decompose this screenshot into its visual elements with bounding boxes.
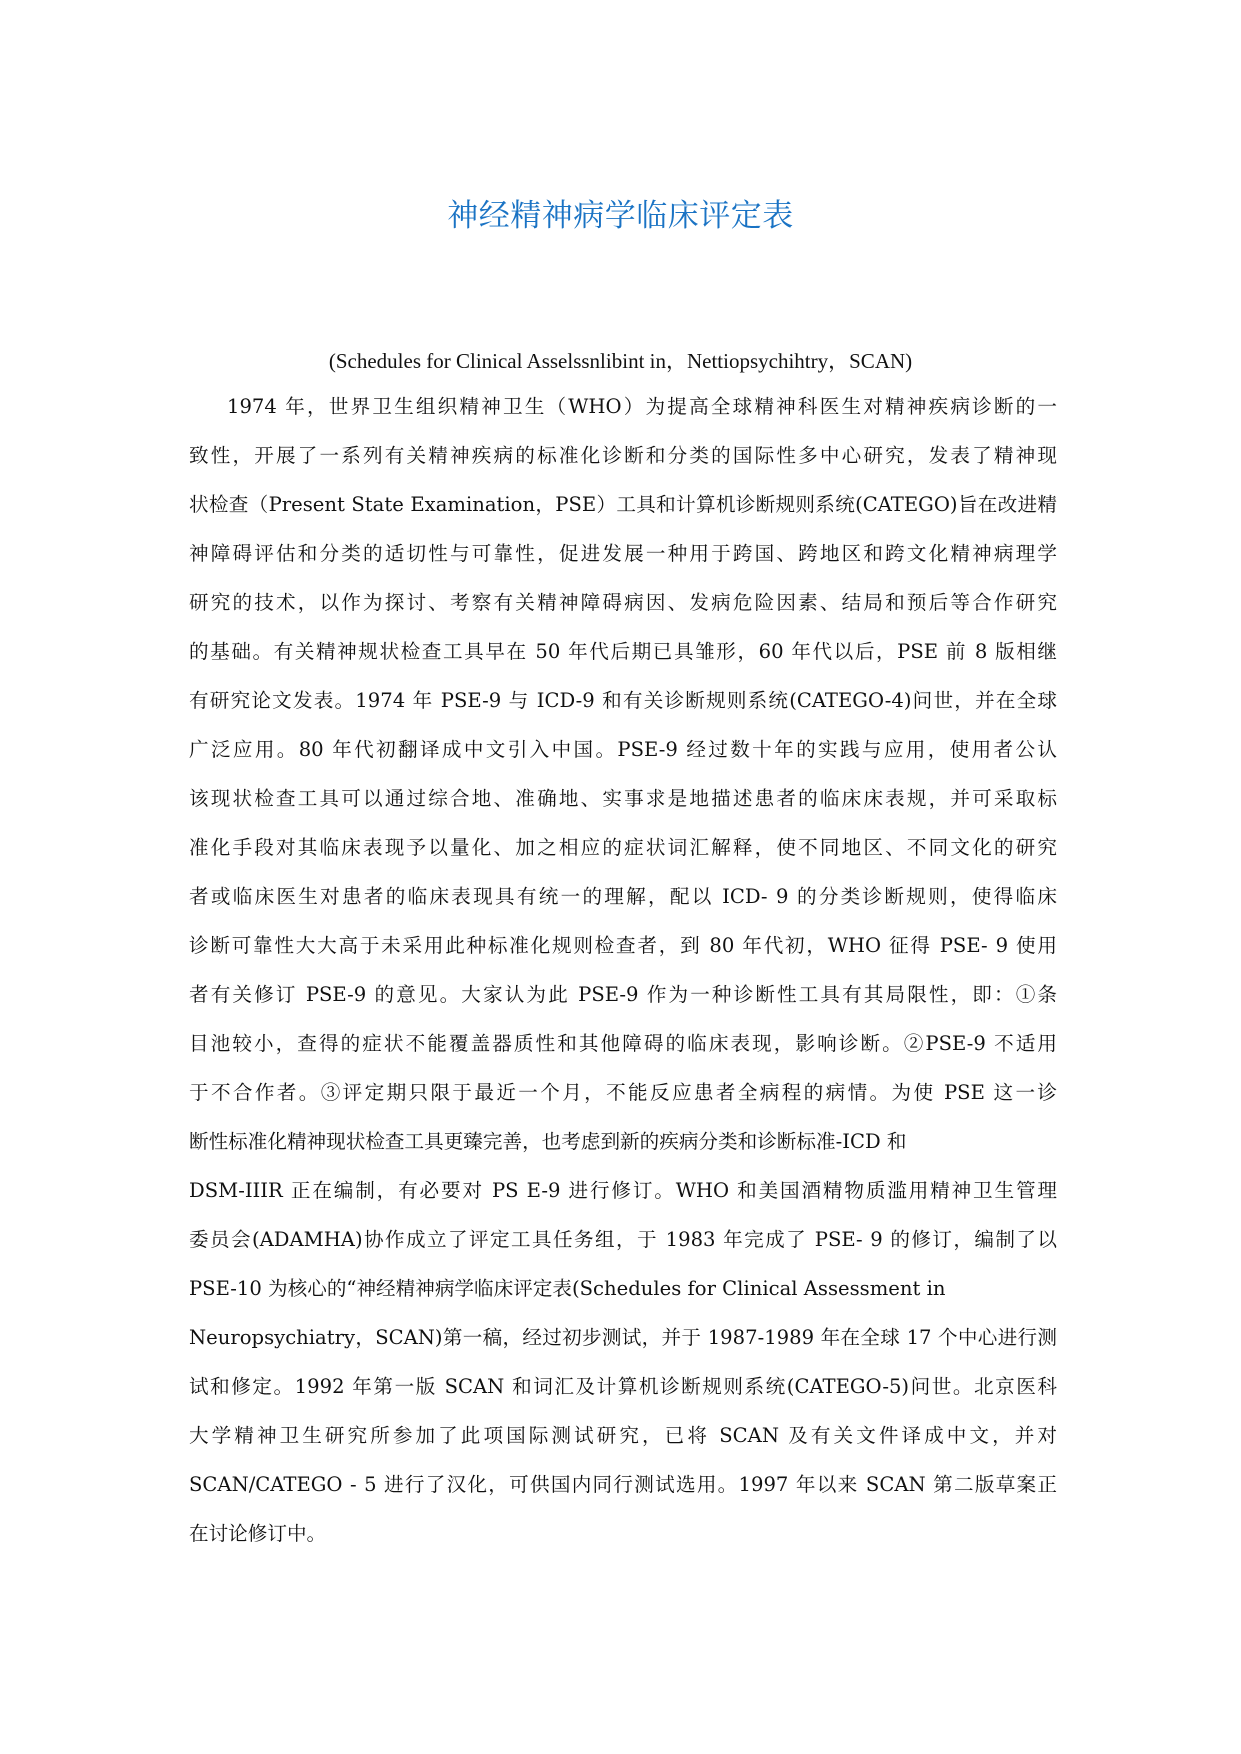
document-subtitle: (Schedules for Clinical Asselssnlibint in，Nettiopsychihtry，SCAN) [328,349,913,373]
body-line: 致性，开展了一系列有关精神疾病的标准化诊断和分类的国际性多中心研究，发表了精神现 [189,444,1057,467]
body-line: 有研究论文发表。1974 年 PSE-9 与 ICD-9 和有关诊断规则系统(CATEGO-4)问世，并在全球 [189,689,1057,712]
body-line: 于不合作者。③评定期只限于最近一个月，不能反应患者全病程的病情。为使 PSE 这一诊 [189,1081,1057,1104]
body-line: 状检查（Present State Examination，PSE）工具和计算机诊断规则系统(CATEGO)旨在改进精 [189,493,1057,516]
body-line: 的基础。有关精神规状检查工具早在 50 年代后期已具雏形，60 年代以后，PSE 前 8 版相继 [189,640,1057,663]
body-line: 在讨论修订中。 [189,1522,327,1545]
body-line: PSE-10 为核心的“神经精神病学临床评定表(Schedules for Clinical Assessment in [189,1277,946,1300]
body-line: 准化手段对其临床表现予以量化、加之相应的症状词汇解释，使不同地区、不同文化的研究 [189,836,1057,859]
body-line: 1974 年，世界卫生组织精神卫生（WHO）为提高全球精神科医生对精神疾病诊断的一 [227,395,1057,418]
body-line: 大学精神卫生研究所参加了此项国际测试研究，已将 SCAN 及有关文件译成中文，并对 [189,1424,1057,1447]
body-line: 断性标准化精神现状检查工具更臻完善，也考虑到新的疾病分类和诊断标准-ICD 和 [189,1130,907,1153]
body-line: 目池较小，查得的症状不能覆盖器质性和其他障碍的临床表现，影响诊断。②PSE-9 不适用 [189,1032,1057,1055]
document-title: 神经精神病学临床评定表 [447,198,794,234]
body-line: 委员会(ADAMHA)协作成立了评定工具任务组，于 1983 年完成了 PSE- 9 的修订，编制了以 [189,1228,1057,1251]
body-line: 者有关修订 PSE-9 的意见。大家认为此 PSE-9 作为一种诊断性工具有其局限性，即：①条 [189,983,1057,1006]
body-line: SCAN/CATEGO - 5 进行了汉化，可供国内同行测试选用。1997 年以来 SCAN 第二版草案正 [189,1473,1057,1496]
body-line: 研究的技术，以作为探讨、考察有关精神障碍病因、发病危险因素、结局和预后等合作研究 [189,591,1057,614]
body-line: 神障碍评估和分类的适切性与可靠性，促进发展一种用于跨国、跨地区和跨文化精神病理学 [189,542,1057,565]
body-line: 广泛应用。80 年代初翻译成中文引入中国。PSE-9 经过数十年的实践与应用，使用者公认 [189,738,1057,761]
body-line: 诊断可靠性大大高于未采用此种标准化规则检查者，到 80 年代初，WHO 征得 PSE- 9 使用 [189,934,1057,957]
body-line: 该现状检查工具可以通过综合地、准确地、实事求是地描述患者的临床床表规，并可采取标 [189,787,1057,810]
body-line: Neuropsychiatry，SCAN)第一稿，经过初步测试，并于 1987-1989 年在全球 17 个中心进行测 [189,1326,1057,1349]
body-paragraph [189,389,1057,1565]
body-line: 试和修定。1992 年第一版 SCAN 和词汇及计算机诊断规则系统(CATEGO-5)问世。北京医科 [189,1375,1057,1398]
body-line: DSM-IIIR 正在编制，有必要对 PS E-9 进行修订。WHO 和美国酒精物质滥用精神卫生管理 [189,1179,1057,1202]
body-line: 者或临床医生对患者的临床表现具有统一的理解，配以 ICD- 9 的分类诊断规则，使得临床 [189,885,1057,908]
